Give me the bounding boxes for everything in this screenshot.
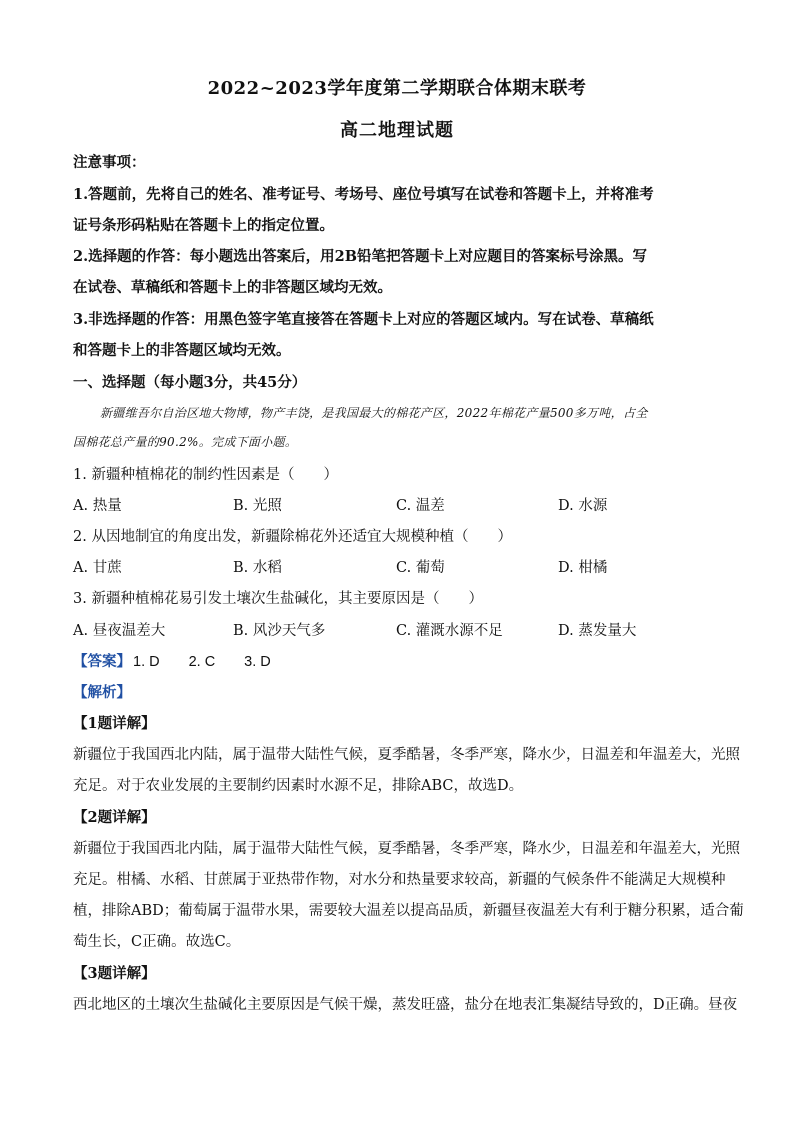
detail-heading: 【3题详解】	[73, 965, 156, 982]
detail-heading: 【2题详解】	[73, 809, 156, 826]
option-a: A. 昼夜温差大	[73, 623, 166, 639]
detail-line: 萄生长，C正确。故选C。	[73, 934, 241, 950]
option-d: D. 蒸发量大	[558, 623, 637, 639]
detail-line: 新疆位于我国西北内陆，属于温带大陆性气候，夏季酷暑，冬季严寒，降水少，日温差和年温差大，光照	[73, 841, 740, 857]
option-c: C. 灌溉水源不足	[396, 623, 503, 639]
notice-line: 2.选择题的作答：每小题选出答案后，用2B铅笔把答题卡上对应题目的答案标号涂黑。写	[73, 248, 647, 265]
option-b: B. 风沙天气多	[233, 623, 326, 639]
notice-line: 和答题卡上的非答题区域均无效。	[73, 342, 291, 359]
analysis-label: 【解析】	[73, 684, 131, 701]
option-a: A. 甘蔗	[73, 560, 122, 576]
passage-line: 新疆维吾尔自治区地大物博，物产丰饶，是我国最大的棉花产区，2022年棉花产量500多万吨，占全	[100, 406, 648, 420]
notice-line: 1.答题前，先将自己的姓名、准考证号、考场号、座位号填写在试卷和答题卡上，并将准考	[73, 186, 654, 203]
option-b: B. 水稻	[233, 560, 282, 576]
notice-line: 在试卷、草稿纸和答题卡上的非答题区域均无效。	[73, 279, 392, 296]
exam-title: 2022~2023学年度第二学期联合体期末联考	[207, 78, 587, 99]
option-b: B. 光照	[233, 498, 282, 514]
question-stem: 1. 新疆种植棉花的制约性因素是（ ）	[73, 467, 338, 483]
detail-line: 西北地区的土壤次生盐碱化主要原因是气候干燥，蒸发旺盛，盐分在地表汇集凝结导致的，D正确。昼夜	[73, 997, 738, 1013]
detail-line: 植，排除ABD；葡萄属于温带水果，需要较大温差以提高品质，新疆昼夜温差大有利于糖分积累，适合葡	[73, 903, 744, 919]
option-c: C. 葡萄	[396, 560, 445, 576]
notice-line: 证号条形码粘贴在答题卡上的指定位置。	[73, 217, 334, 234]
detail-line: 充足。柑橘、水稻、甘蔗属于亚热带作物，对水分和热量要求较高，新疆的气候条件不能满足大规模种	[73, 872, 726, 888]
question-stem: 3. 新疆种植棉花易引发土壤次生盐碱化，其主要原因是（ ）	[73, 591, 483, 607]
detail-heading: 【1题详解】	[73, 715, 156, 732]
option-d: D. 柑橘	[558, 560, 608, 576]
option-d: D. 水源	[558, 498, 608, 514]
option-a: A. 热量	[73, 498, 122, 514]
passage-line: 国棉花总产量的90.2%。完成下面小题。	[73, 435, 298, 449]
notice-line: 3.非选择题的作答：用黑色签字笔直接答在答题卡上对应的答题区域内。写在试卷、草稿纸	[73, 311, 654, 328]
notice-heading: 注意事项：	[73, 154, 146, 171]
question-stem: 2. 从因地制宜的角度出发，新疆除棉花外还适宜大规模种植（ ）	[73, 529, 512, 545]
detail-line: 充足。对于农业发展的主要制约因素时水源不足，排除ABC，故选D。	[73, 778, 524, 794]
detail-line: 新疆位于我国西北内陆，属于温带大陆性气候，夏季酷暑，冬季严寒，降水少，日温差和年温差大，光照	[73, 747, 740, 763]
answer-label: 【答案】	[73, 653, 131, 670]
answer-line	[73, 650, 733, 671]
answer-values: 1. D 2. C 3. D	[133, 654, 271, 670]
section-title: 一、选择题（每小题3分，共45分）	[73, 374, 307, 391]
option-c: C. 温差	[396, 498, 445, 514]
exam-subtitle: 高二地理试题	[340, 120, 454, 141]
